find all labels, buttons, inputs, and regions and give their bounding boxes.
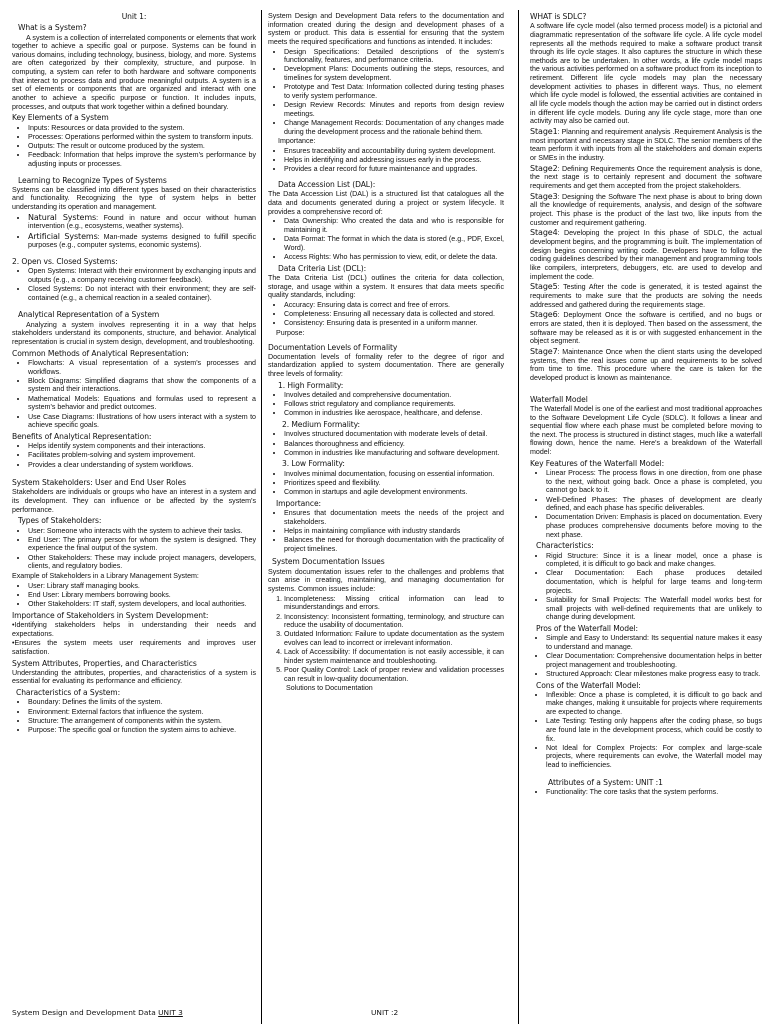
list-item: • Well-Defined Phases: The phases of development are clearly defined, and each phase has specific deliverables. [546,496,762,513]
list-item: • Prototype and Test Data: Information collected during testing phases to verify system performance. [284,83,504,100]
paragraph: •Identifying stakeholders helps in understanding their needs and expectations. [12,620,256,638]
key-elements-list [12,124,256,169]
list-item: • Access Rights: Who has permission to view, edit, or delete the data. [284,253,504,262]
paragraph: Purpose: [276,328,305,337]
footer-unit: UNIT 3 [158,1008,183,1017]
list-item: • Facilitates problem-solving and system improvement. [28,451,256,460]
list-item [28,213,256,231]
stakeholder-types-list [12,527,256,571]
list-item: 2. Inconsistency: Inconsistent formatting, terminology, and structure can reduce the usability of documentation. [284,613,504,630]
issues-list [268,595,504,684]
stage-paragraph [530,164,762,191]
list-item: • Open Systems: Interact with their environment by exchanging inputs and outputs (e.g., a company receiving customer feedback). [28,267,256,284]
paragraph: Example of Stakeholders in a Library Management System: [12,571,199,580]
stage-paragraph [530,282,762,309]
list-item: • Inflexible: Once a phase is completed, it is difficult to go back and make changes, making it unsuitable for projects where requirements are expected to change. [546,691,762,717]
list-item: • Involves detailed and comprehensive documentation. [284,391,504,400]
list-item: • Clear Documentation: Comprehensive documentation helps in better project management and troubleshooting. [546,652,762,669]
list-item: • Other Stakeholders: These may include project managers, developers, clients, and regulatory bodies. [28,554,256,571]
list-item: • Not Ideal for Complex Projects: For complex and large-scale projects, where requirements can evolve, the Waterfall model may lead to inefficiencies. [546,744,762,770]
term-desc: : Man-made systems designed to fulfill specific purposes (e.g., computer systems, economic systems). [28,232,256,250]
list-item: 5. Poor Quality Control: Lack of proper review and validation processes can result in low-quality documentation. [284,666,504,683]
paragraph: Understanding the attributes, properties, and characteristics of a system is essential for evaluating its performance and efficiency. [12,668,256,686]
paragraph: A software life cycle model (also termed process model) is a pictorial and diagrammatic representation of the software life cycle. A life cycle model represents all the methods required to make a software product transit through its life cycle stages. It also captures the structure in which these methods are to be undertaken. In other words, a life cycle model maps the various activities performed on a software product from its inception to retirement. Different life cycle models may plan the necessary development activities to phases in different ways. Thus, no element which life cycle model is followed, the essential activities are contained in all life cycle models though the action may be carried out in distinct orders in different life cycle models. During any life cycle stage, more than one activity may also be carried out. [530,22,762,126]
list-item: • End User: Library members borrowing books. [28,591,256,600]
column-divider [261,10,262,1024]
list-item: • Consistency: Ensuring data is presented in a uniform manner. [284,319,504,328]
list-item: • Simple and Easy to Understand: Its sequential nature makes it easy to understand and manage. [546,634,762,651]
stage-name: Stage7 [530,346,558,356]
list-item: • Common in startups and agile development environments. [284,488,504,497]
stage-paragraph [530,347,762,383]
paragraph: A system is a collection of interrelated components or elements that work together to achieve a specific goal or purpose. Systems can be found in various domains, including technology, business, biology, and more. Systems are often categorized by their complexity, structure, and purpose. In computing, a system can refer to both hardware and software components that interact to process data and produce meaningful outputs. A system is a set of elements or components that are organized and interact with one another to achieve a specific purpose or function. It includes inputs, processes, and outputs that work together within a defined boundary. [12,33,256,111]
list-item: 1. Incompleteness: Missing critical information can lead to misunderstandings and errors. [284,595,504,612]
characteristics-list [12,698,256,734]
list-item: • Closed Systems: Do not interact with their environment; they are self-contained (e.g., a chemical reaction in a sealed container). [28,285,256,302]
section-heading: Data Accession List (DAL): [278,180,376,190]
section-heading: Types of Stakeholders: [18,516,102,526]
sdd-list [268,48,504,137]
list-item: • Environment: External factors that influence the system. [28,708,256,717]
list-item: • End User: The primary person for whom the system is designed. They experience the final output of the system. [28,536,256,553]
stage-text: : Testing After the code is generated, it is tested against the requirements to make sure that the products are solving the needs addressed and gathered during the requirements stage. [530,283,762,309]
list-item: • Structure: The arrangement of components within the system. [28,717,256,726]
column-divider [518,10,519,1024]
list-item: • Balances the need for thorough documentation with the practicality of project timelines. [284,536,504,553]
list-item: • Accuracy: Ensuring data is correct and free of errors. [284,301,504,310]
column-2 [268,12,504,1012]
list-item: • Boundary: Defines the limits of the system. [28,698,256,707]
system-types-list [12,213,256,250]
section-heading: Characteristics of a System: [16,688,121,698]
footer-text: System Design and Development Data [12,1008,159,1017]
stage-paragraph [530,127,762,163]
list-item: • Completeness: Ensuring all necessary data is collected and stored. [284,310,504,319]
low-formality-list [268,470,504,497]
section-heading: Documentation Levels of Formality [268,342,398,352]
section-heading: What is a System? [18,23,87,33]
paragraph: Documentation levels of formality refer to the degree of rigor and standardization applied to system documentation. There are generally three levels of formality: [268,352,504,379]
list-item: • Provides a clear record for future maintenance and upgrades. [284,165,504,174]
example-list [12,582,256,609]
section-heading: Benefits of Analytical Representation: [12,431,152,441]
footer-left [12,1008,183,1017]
section-heading: 2. Open vs. Closed Systems: [12,257,118,267]
list-item: • Helps in maintaining compliance with industry standards [284,527,504,536]
list-item: • Involves minimal documentation, focusing on essential information. [284,470,504,479]
list-item: • Ensures traceability and accountability during system development. [284,147,504,156]
section-heading: 2. Medium Formality: [282,420,360,430]
stage-text: : Planning and requirement analysis .Requirement Analysis is the most important and necessary stage in SDLC. The senior members of the team perform it with inputs from all the stakeholders and domain experts or SMEs in the industry. [530,127,762,162]
paragraph: The Waterfall Model is one of the earliest and most traditional approaches to the Software Development Life Cycle (SDLC). It follows a linear and sequential flow where each phase must be completed before moving to the next. The process is structured in distinct stages, much like a waterfall flowing down, hence the name. Here's a breakdown of the Waterfall model: [530,404,762,457]
list-item: • Data Format: The format in which the data is stored (e.g., PDF, Excel, Word). [284,235,504,252]
stage-name: Stage6 [530,310,558,320]
section-heading: 1. High Formality: [278,380,344,390]
list-item: • Ensures that documentation meets the needs of the project and stakeholders. [284,509,504,526]
paragraph: System Design and Development Data refers to the documentation and information created during the design and development phases of a system or product. This data is essential for ensuring that the system meets the required specifications and functions as intended. It includes: [268,12,504,46]
stage-text: : Designing the Software The next phase is about to bring down all the knowledge of requirements, analysis, and design of the software project. This phase is the product of the last two, like inputs from the customer and requirement gathering. [530,192,762,227]
open-closed-list [12,267,256,302]
list-item: • Linear Process: The process flows in one direction, from one phase to the next, without going back. Once a phase is completed, you cannot go back to it. [546,469,762,495]
section-heading: System Documentation Issues [272,557,385,567]
list-item: • Helps identify system components and their interactions. [28,442,256,451]
characteristics-list [530,552,762,622]
stage-name: Stage2 [530,163,558,173]
paragraph: •Ensures the system meets user requirements and improves user satisfaction. [12,639,256,656]
list-item: • Functionality: The core tasks that the system performs. [546,788,762,797]
section-heading: Cons of the Waterfall Model: [536,680,641,690]
list-item: • Prioritizes speed and flexibility. [284,479,504,488]
list-item: • Helps in identifying and addressing issues early in the process. [284,156,504,165]
paragraph: Analyzing a system involves representing it in a way that helps stakeholders understand its components, structure, and behavior. Analytical representation is crucial in system design, development, and troubleshooting. [12,320,256,346]
importance-list [268,509,504,553]
list-item: • Outputs: The result or outcome produced by the system. [28,142,256,151]
stage-text: : Maintenance Once when the client starts using the developed systems, then the real issues come up and requirements to be solved from time to time. This procedure where the care is taken for the developed product is known as maintenance. [530,347,762,382]
term: Natural Systems [28,212,97,222]
paragraph: Stakeholders are individuals or groups who have an interest in a system and its development. They can influence or be affected by the system's performance. [12,488,256,514]
list-item: • Structured Approach: Clear milestones make progress easy to track. [546,670,762,679]
list-item: • Design Specifications: Detailed descriptions of the system's functionality, features, and performance criteria. [284,48,504,65]
list-item: • Use Case Diagrams: Illustrations of how users interact with a system to achieve specific goals. [28,413,256,430]
list-item: • Data Ownership: Who created the data and who is responsible for maintaining it. [284,217,504,234]
stage-paragraph [530,192,762,228]
section-heading: System Attributes, Properties, and Characteristics [12,658,197,668]
list-item [28,232,256,250]
list-item: 4. Lack of Accessibility: If documentation is not easily accessible, it can hinder system maintenance and troubleshooting. [284,648,504,665]
list-item: • Documentation Driven: Emphasis is placed on documentation. Every phase produces comprehensive documents before moving to the next phase. [546,513,762,539]
list-item: • Feedback: Information that helps improve the system's performance by adjusting inputs or processes. [28,151,256,168]
stage-text: : Developing the project In this phase of SDLC, the actual development begins, and the programming is built. The implementation of design begins concerning writing code. Developers have to follow the coding guidelines described by their management and programming tools like compilers, interpreters, debuggers, etc. are used to develop and implement the code. [530,229,762,281]
list-item: • Clear Documentation: Each phase produces detailed documentation, which is helpful for large teams and long-term projects. [546,569,762,595]
list-item: • Common in industries like aerospace, healthcare, and defense. [284,409,504,418]
paragraph: Systems can be classified into different types based on their characteristics and functionality. Recognizing the type of system helps in better understanding its operation and management. [12,185,256,212]
stage-text: : Defining Requirements Once the requirement analysis is done, the next stage is to certainly represent and document the software requirements and get them accepted from the project stakeholders. [530,164,762,190]
stage-name: Stage4 [530,228,558,238]
term: Artificial Systems [28,231,98,241]
section-heading: Waterfall Model [530,394,588,404]
column-3 [530,12,762,1012]
paragraph: Importance: [278,137,316,146]
list-item: • Balances thoroughness and efficiency. [284,440,504,449]
section-heading: 3. Low Formality: [282,459,345,469]
stage-name: Stage1 [530,126,558,136]
list-item: • Other Stakeholders: IT staff, system developers, and local authorities. [28,600,256,609]
benefits-list [12,442,256,469]
methods-list [12,359,256,430]
list-item: • Flowcharts: A visual representation of a system's processes and workflows. [28,359,256,376]
section-heading: Common Methods of Analytical Representation: [12,348,189,358]
section-heading: Characteristics: [536,541,594,551]
term-desc: : Found in nature and occur without human intervention (e.g., ecosystems, weather systems). [28,213,256,231]
list-item: • Inputs: Resources or data provided to the system. [28,124,256,133]
list-item: • Block Diagrams: Simplified diagrams that show the components of a system and their interactions. [28,377,256,394]
paragraph: The Data Criteria List (DCL) outlines the criteria for data collection, storage, and usage within a system. It ensures that data meets specific quality standards, including: [268,273,504,300]
dcl-list [268,301,504,328]
list-item: • Involves structured documentation with moderate levels of detail. [284,430,504,439]
section-heading: Key Features of the Waterfall Model: [530,458,665,468]
stage-name: Stage5 [530,282,558,292]
list-item: • User: Someone who interacts with the system to achieve their tasks. [28,527,256,536]
list-item: • Development Plans: Documents outlining the steps, resources, and timelines for system development. [284,65,504,82]
section-heading: System Stakeholders: User and End User Roles [12,478,187,488]
stage-paragraph [530,228,762,281]
list-item: • Provides a clear understanding of system workflows. [28,461,256,470]
section-heading: Data Criteria List (DCL): [278,263,367,273]
key-features-list [530,469,762,539]
unit-label: Unit 1: [121,12,147,21]
section-heading: WHAT is SDLC? [530,12,587,21]
section-heading: Learning to Recognize Types of Systems [18,175,167,185]
paragraph: Solutions to Documentation [286,684,373,693]
pros-list [530,634,762,678]
column-1 [12,12,256,1007]
section-heading: Importance of Stakeholders in System Development: [12,610,209,620]
stage-name: Stage3 [530,191,558,201]
dal-list [268,217,504,261]
stage-text: : Deployment Once the software is certified, and no bugs or errors are stated, then it is deployed. Then based on the assessment, the software may be released as it is or with suggested enhancement in the object segment. [530,311,762,346]
list-item: • Follows strict regulatory and compliance requirements. [284,400,504,409]
paragraph: The Data Accession List (DAL) is a structured list that catalogues all the data and documents generated during a project or system lifecycle. It provides a comprehensive record of: [268,190,504,216]
list-item: • Common in industries like manufacturing and software development. [284,449,504,458]
list-item: • Late Testing: Testing only happens after the coding phase, so bugs are found late in the development process, which could be costly to fix. [546,717,762,743]
cons-list [530,691,762,770]
list-item: 3. Outdated Information: Failure to update documentation as the system evolves can lead to incorrect or irrelevant information. [284,630,504,647]
stage-paragraph [530,310,762,346]
list-item: • Mathematical Models: Equations and formulas used to represent a system's behavior and predict outcomes. [28,395,256,412]
medium-formality-list [268,430,504,457]
footer-right: UNIT :2 [371,1008,399,1017]
list-item: • Suitability for Small Projects: The Waterfall model works best for small projects with well-defined requirements that are unlikely to change during development. [546,596,762,622]
list-item: • Rigid Structure: Since it is a linear model, once a phase is completed, it is difficult to go back and make changes. [546,552,762,569]
section-heading: Pros of the Waterfall Model: [536,623,638,633]
section-heading: Importance: [276,498,321,508]
list-item: • User: Library staff managing books. [28,582,256,591]
list-item: • Change Management Records: Documentation of any changes made during the development process and the rationale behind them. [284,119,504,136]
section-heading: Analytical Representation of a System [18,310,160,320]
list-item: • Design Review Records: Minutes and reports from design review meetings. [284,101,504,118]
high-formality-list [268,391,504,418]
paragraph: System documentation issues refer to the challenges and problems that can arise in creating, maintaining, and managing documentation for systems. Common issues include: [268,567,504,593]
importance-list [268,147,504,174]
section-heading: Attributes of a System: UNIT :1 [548,777,663,787]
section-heading: Key Elements of a System [12,113,109,123]
list-item: • Purpose: The specific goal or function the system aims to achieve. [28,726,256,735]
attributes-list [530,788,762,797]
list-item: • Processes: Operations performed within the system to transform inputs. [28,133,256,142]
